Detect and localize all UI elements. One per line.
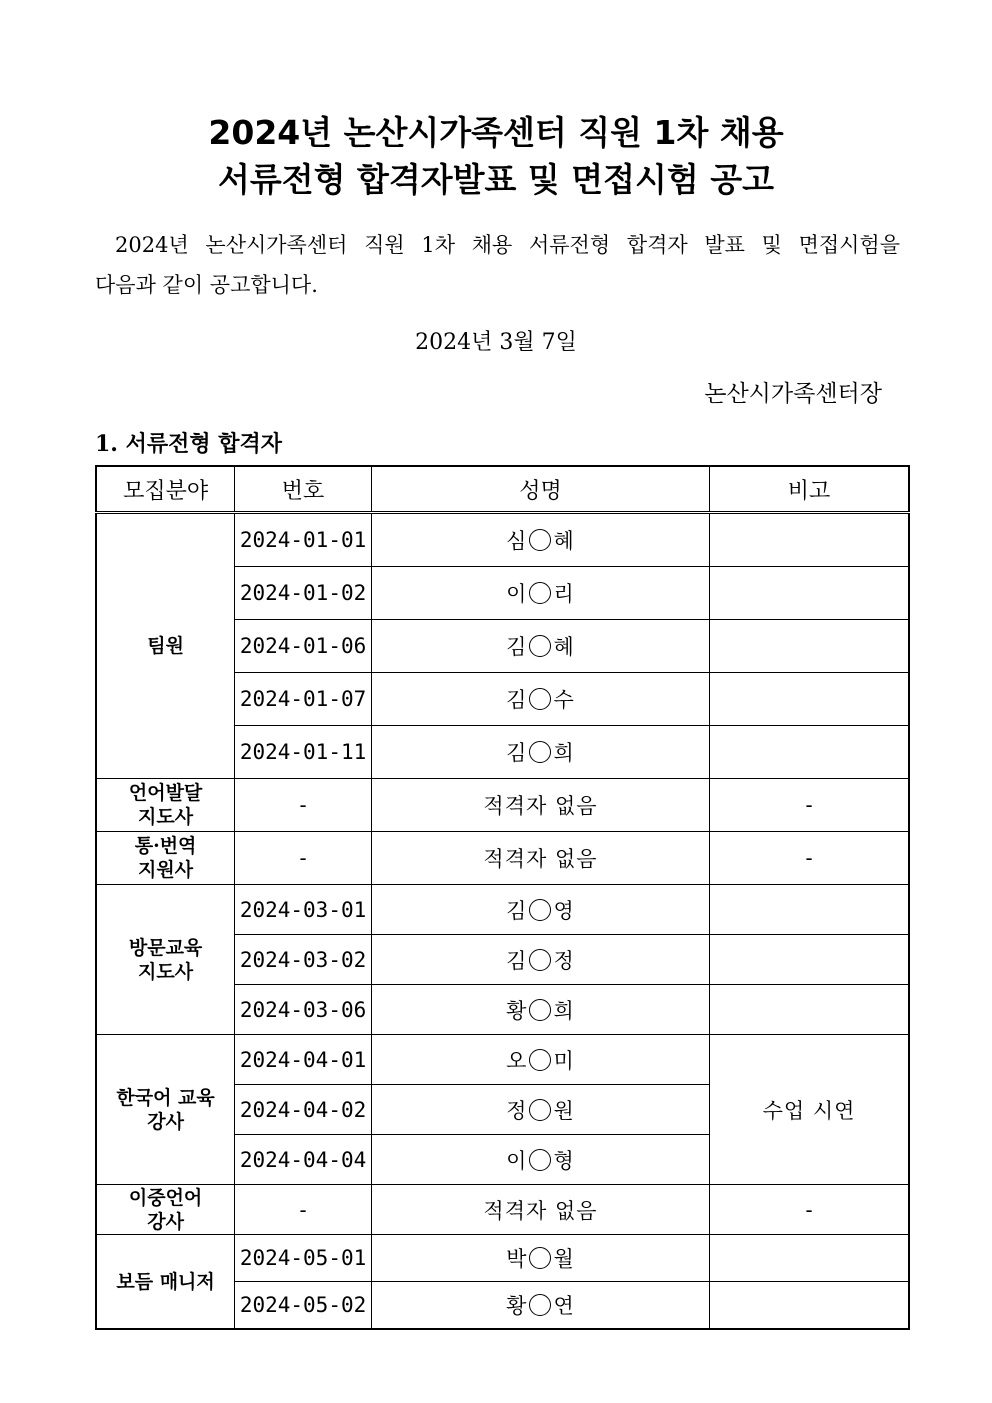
name-cell: 적격자 없음 (371, 779, 709, 832)
masked-char-circle (529, 529, 551, 551)
note-cell (710, 673, 909, 726)
number-cell: 2024-05-01 (235, 1235, 372, 1282)
name-cell: 김 정 (371, 935, 709, 985)
table-row (96, 1235, 909, 1282)
name-cell: 박 월 (371, 1235, 709, 1282)
name-cell: 김 영 (371, 885, 709, 935)
table-row (96, 885, 909, 935)
title-line-1: 2024년 논산시가족센터 직원 1차 채용 (208, 113, 784, 152)
header-name: 성명 (371, 466, 709, 513)
issuer-name: 논산시가족센터장 (704, 381, 882, 407)
note-cell (710, 1282, 909, 1330)
number-cell: 2024-01-11 (235, 726, 372, 779)
note-cell (710, 567, 909, 620)
table-row (96, 832, 909, 885)
number-cell: 2024-03-06 (235, 985, 372, 1035)
masked-char-circle (529, 1099, 551, 1121)
name-cell: 이 리 (371, 567, 709, 620)
category-cell: 이중언어 강사 (96, 1185, 235, 1235)
category-cell: 방문교육 지도사 (96, 885, 235, 1035)
category-cell: 통·번역 지원사 (96, 832, 235, 885)
number-cell: 2024-04-04 (235, 1135, 372, 1185)
name-cell: 정 원 (371, 1085, 709, 1135)
masked-char-circle (529, 582, 551, 604)
name-cell: 황 희 (371, 985, 709, 1035)
table-row (96, 1185, 909, 1235)
table-row (96, 779, 909, 832)
note-cell: - (710, 832, 909, 885)
note-cell (710, 726, 909, 779)
note-cell (710, 513, 909, 567)
number-cell: - (235, 1185, 372, 1235)
note-cell (710, 885, 909, 935)
note-cell (710, 935, 909, 985)
masked-char-circle (529, 1149, 551, 1171)
title-line-2: 서류전형 합격자발표 및 면접시험 공고 (217, 160, 774, 199)
table-row (96, 1035, 909, 1085)
number-cell: 2024-04-01 (235, 1035, 372, 1085)
masked-char-circle (529, 1049, 551, 1071)
table-header-row (96, 466, 909, 513)
name-cell: 적격자 없음 (371, 1185, 709, 1235)
note-cell: - (710, 779, 909, 832)
note-cell: 수업 시연 (710, 1035, 909, 1185)
header-category: 모집분야 (96, 466, 235, 513)
name-cell: 적격자 없음 (371, 832, 709, 885)
masked-char-circle (529, 635, 551, 657)
name-cell: 김 혜 (371, 620, 709, 673)
intro-line-2: 다음과 같이 공고합니다. (95, 273, 318, 297)
number-cell: - (235, 779, 372, 832)
intro-line-1: 2024년 논산시가족센터 직원 1차 채용 서류전형 합격자 발표 및 면접시험을 (115, 233, 900, 257)
number-cell: 2024-01-06 (235, 620, 372, 673)
name-cell: 심 혜 (371, 513, 709, 567)
note-cell (710, 1235, 909, 1282)
number-cell: 2024-01-02 (235, 567, 372, 620)
number-cell: 2024-03-01 (235, 885, 372, 935)
note-cell (710, 985, 909, 1035)
masked-char-circle (529, 899, 551, 921)
number-cell: 2024-05-02 (235, 1282, 372, 1330)
masked-char-circle (529, 949, 551, 971)
number-cell: 2024-01-01 (235, 513, 372, 567)
section-title: 1. 서류전형 합격자 (95, 431, 283, 457)
number-cell: 2024-04-02 (235, 1085, 372, 1135)
category-cell: 언어발달 지도사 (96, 779, 235, 832)
number-cell: 2024-01-07 (235, 673, 372, 726)
number-cell: 2024-03-02 (235, 935, 372, 985)
name-cell: 황 연 (371, 1282, 709, 1330)
header-number: 번호 (235, 466, 372, 513)
category-cell: 보듬 매니저 (96, 1235, 235, 1330)
applicants-table (95, 465, 910, 1330)
name-cell: 이 형 (371, 1135, 709, 1185)
category-cell: 팀원 (96, 513, 235, 779)
category-cell: 한국어 교육 강사 (96, 1035, 235, 1185)
masked-char-circle (529, 999, 551, 1021)
header-note: 비고 (710, 466, 909, 513)
name-cell: 김 희 (371, 726, 709, 779)
masked-char-circle (529, 741, 551, 763)
name-cell: 오 미 (371, 1035, 709, 1085)
table-row (96, 513, 909, 567)
note-cell: - (710, 1185, 909, 1235)
announcement-date: 2024년 3월 7일 (415, 330, 577, 355)
masked-char-circle (529, 1247, 551, 1269)
masked-char-circle (529, 1294, 551, 1316)
number-cell: - (235, 832, 372, 885)
note-cell (710, 620, 909, 673)
name-cell: 김 수 (371, 673, 709, 726)
masked-char-circle (529, 688, 551, 710)
